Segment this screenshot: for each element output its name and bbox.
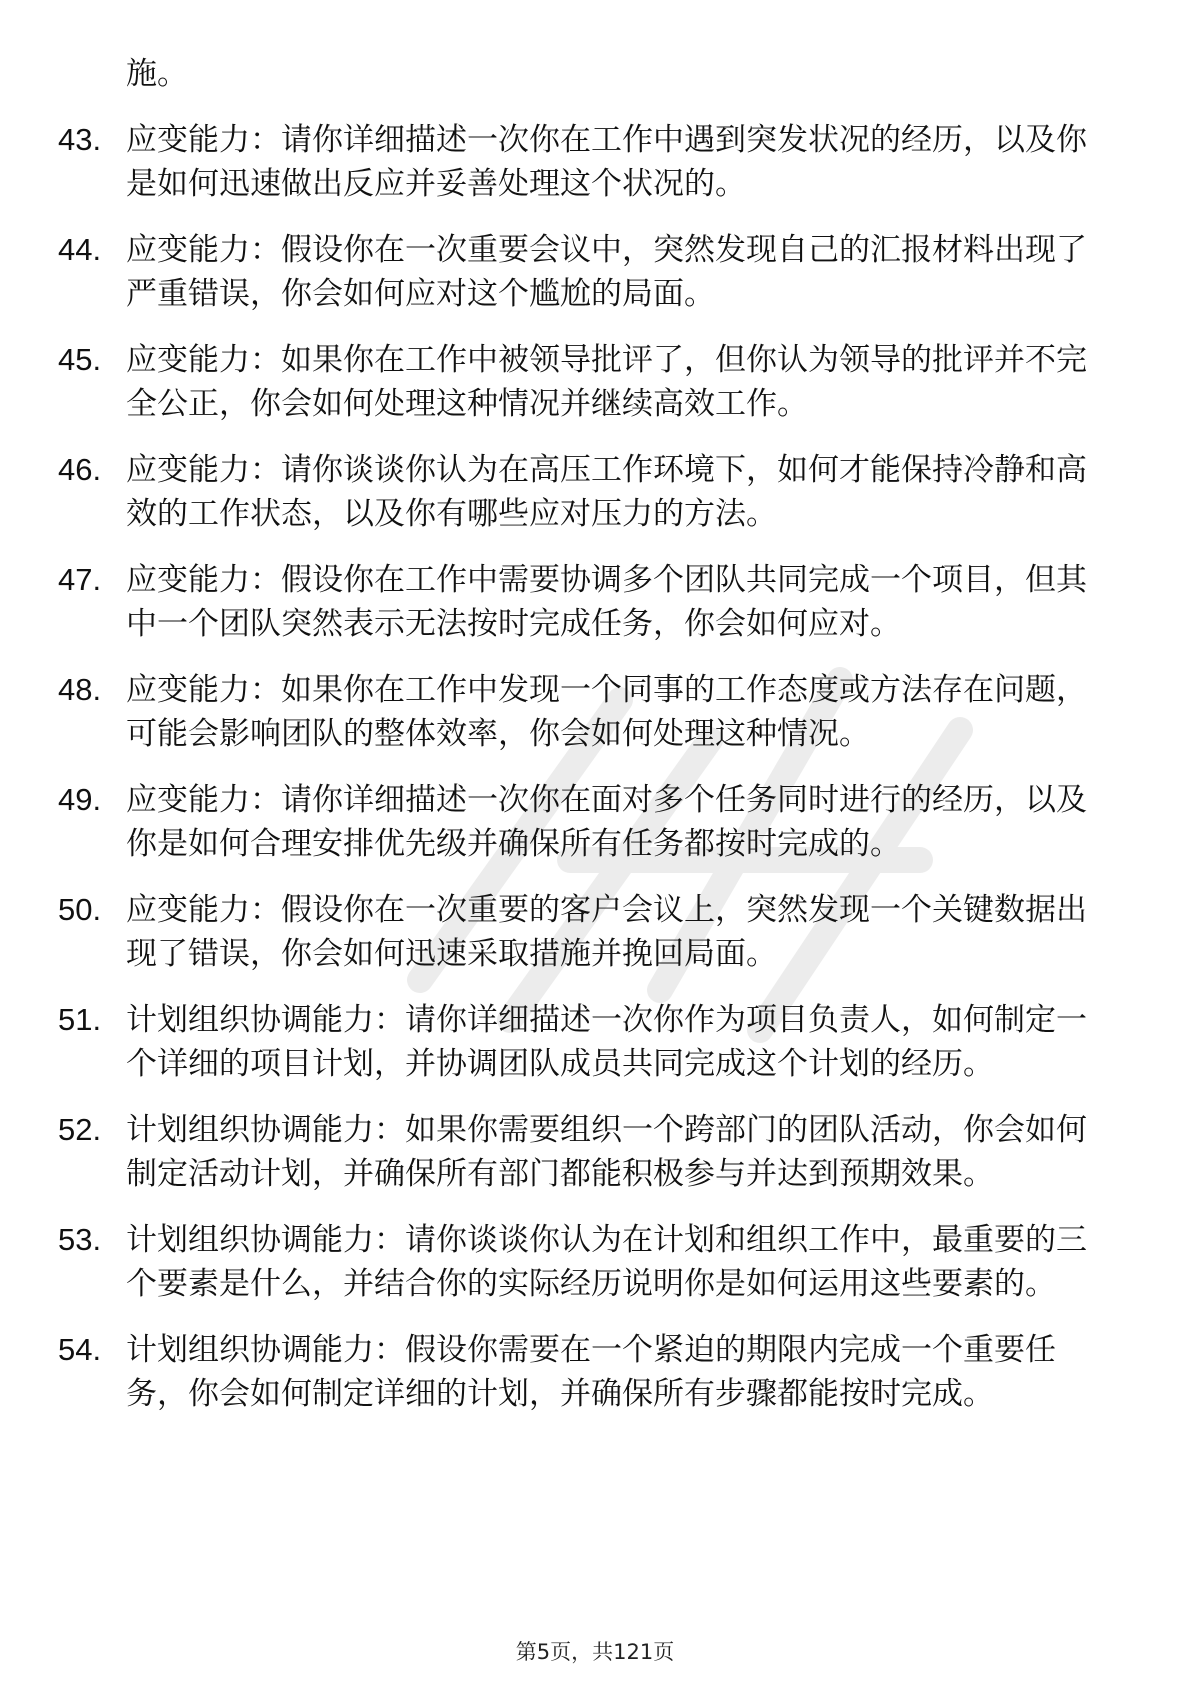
question-text: 应变能力：假设你在一次重要会议中，突然发现自己的汇报材料出现了严重错误，你会如何应对这个尴尬的局面。	[126, 232, 1087, 312]
question-text: 应变能力：假设你在一次重要的客户会议上，突然发现一个关键数据出现了错误，你会如何迅速采取措施并挽回局面。	[126, 892, 1087, 972]
list-item	[0, 668, 1190, 756]
question-number: 49.	[58, 782, 102, 817]
list-item	[0, 448, 1190, 536]
list-item	[0, 1218, 1190, 1306]
question-list	[0, 118, 1190, 1438]
question-number: 47.	[58, 562, 102, 597]
question-number: 46.	[58, 452, 102, 487]
question-number: 52.	[58, 1112, 102, 1147]
question-text: 计划组织协调能力：请你详细描述一次你作为项目负责人，如何制定一个详细的项目计划，并协调团队成员共同完成这个计划的经历。	[126, 1002, 1087, 1082]
list-item	[0, 558, 1190, 646]
list-item	[0, 1328, 1190, 1416]
question-number: 44.	[58, 232, 102, 267]
question-text: 应变能力：请你详细描述一次你在面对多个任务同时进行的经历，以及你是如何合理安排优先级并确保所有任务都按时完成的。	[126, 782, 1087, 862]
list-item	[0, 888, 1190, 976]
list-item	[0, 338, 1190, 426]
question-number: 43.	[58, 122, 102, 157]
list-item	[0, 778, 1190, 866]
list-item	[0, 1108, 1190, 1196]
question-number: 51.	[58, 1002, 102, 1037]
question-number: 53.	[58, 1222, 102, 1257]
question-text: 应变能力：请你详细描述一次你在工作中遇到突发状况的经历，以及你是如何迅速做出反应并妥善处理这个状况的。	[126, 122, 1087, 202]
question-number: 45.	[58, 342, 102, 377]
list-item	[0, 228, 1190, 316]
question-text: 应变能力：如果你在工作中被领导批评了，但你认为领导的批评并不完全公正，你会如何处理这种情况并继续高效工作。	[126, 342, 1087, 422]
page-footer: 第5页，共121页	[515, 1640, 675, 1664]
question-number: 54.	[58, 1332, 102, 1367]
list-item	[0, 998, 1190, 1086]
continuation-text: 施。	[126, 56, 188, 92]
question-text: 应变能力：如果你在工作中发现一个同事的工作态度或方法存在问题，可能会影响团队的整体效率，你会如何处理这种情况。	[126, 672, 1087, 752]
question-text: 计划组织协调能力：请你谈谈你认为在计划和组织工作中，最重要的三个要素是什么，并结合你的实际经历说明你是如何运用这些要素的。	[126, 1222, 1087, 1302]
list-item	[0, 118, 1190, 206]
question-number: 48.	[58, 672, 102, 707]
question-text: 计划组织协调能力：如果你需要组织一个跨部门的团队活动，你会如何制定活动计划，并确保所有部门都能积极参与并达到预期效果。	[126, 1112, 1087, 1192]
question-text: 应变能力：请你谈谈你认为在高压工作环境下，如何才能保持冷静和高效的工作状态，以及你有哪些应对压力的方法。	[126, 452, 1087, 532]
question-text: 计划组织协调能力：假设你需要在一个紧迫的期限内完成一个重要任务，你会如何制定详细的计划，并确保所有步骤都能按时完成。	[126, 1332, 1056, 1412]
question-number: 50.	[58, 892, 102, 927]
question-text: 应变能力：假设你在工作中需要协调多个团队共同完成一个项目，但其中一个团队突然表示无法按时完成任务，你会如何应对。	[126, 562, 1087, 642]
